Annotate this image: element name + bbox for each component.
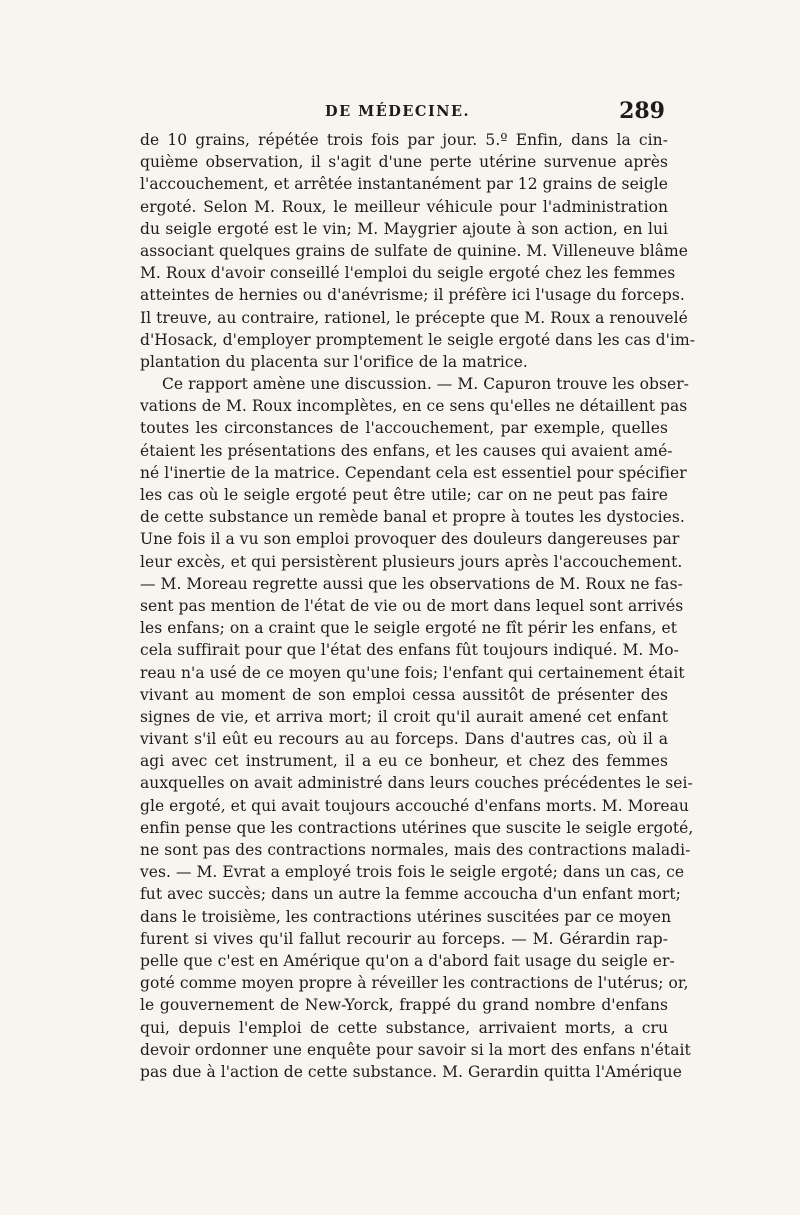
text-line: M. Roux d'avoir conseillé l'emploi du seigle ergoté chez les femmes [140, 264, 676, 283]
text-line: leur excès, et qui persistèrent plusieurs jours après l'accouchement. [140, 552, 683, 571]
text-line: Il treuve, au contraire, rationel, le précepte que M. Roux a renouvelé [140, 308, 688, 327]
text-line: auxquelles on avait administré dans leurs couches précédentes le sei- [140, 774, 693, 793]
text-line: le gouvernement de New-Yorck, frappé du grand nombre d'enfans [140, 996, 668, 1015]
text-line: l'accouchement, et arrêtée instantanément par 12 grains de seigle [140, 175, 668, 194]
text-line: agi avec cet instrument, il a eu ce bonheur, et chez des femmes [140, 752, 668, 771]
text-line: atteintes de hernies ou d'anévrisme; il préfère ici l'usage du forceps. [140, 286, 685, 305]
page-number: 289 [619, 98, 665, 124]
text-line: étaient les présentations des enfans, et les causes qui avaient amé- [140, 441, 673, 460]
text-line: gle ergoté, et qui avait toujours accouché d'enfans morts. M. Moreau [140, 796, 689, 815]
text-line: dans le troisième, les contractions utérines suscitées par ce moyen [140, 907, 672, 926]
body-text [140, 129, 695, 1083]
text-line: ves. — M. Evrat a employé trois fois le seigle ergoté; dans un cas, ce [140, 863, 685, 882]
text-line: Une fois il a vu son emploi provoquer des douleurs dangereuses par [140, 530, 680, 549]
text-line: cela suffirait pour que l'état des enfans fût toujours indiqué. M. Mo- [140, 641, 679, 660]
text-line: toutes les circonstances de l'accouchement, par exemple, quelles [140, 419, 668, 438]
text-line: — M. Moreau regrette aussi que les observations de M. Roux ne fas- [140, 574, 683, 593]
text-line: pas due à l'action de cette substance. M. Gerardin quitta l'Amérique [140, 1062, 682, 1081]
text-line: plantation du placenta sur l'orifice de la matrice. [140, 352, 528, 371]
text-line: pelle que c'est en Amérique qu'on a d'abord fait usage du seigle er- [140, 951, 675, 970]
text-line: ergoté. Selon M. Roux, le meilleur véhicule pour l'administration [140, 197, 668, 216]
text-line: reau n'a usé de ce moyen qu'une fois; l'enfant qui certainement était [140, 663, 685, 682]
text-line: devoir ordonner une enquête pour savoir si la mort des enfans n'était [140, 1040, 691, 1059]
text-line: les enfans; on a craint que le seigle ergoté ne fît périr les enfans, et [140, 619, 678, 638]
text-line: furent si vives qu'il fallut recourir au forceps. — M. Gérardin rap- [140, 929, 668, 948]
text-line: Ce rapport amène une discussion. — M. Capuron trouve les obser- [162, 375, 689, 394]
text-line: de cette substance un remède banal et propre à toutes les dystocies. [140, 508, 685, 527]
text-line: associant quelques grains de sulfate de quinine. M. Villeneuve blâme [140, 241, 689, 260]
text-line: vivant au moment de son emploi cessa aussitôt de présenter des [140, 685, 668, 704]
text-line: qui, depuis l'emploi de cette substance, arrivaient morts, a cru [140, 1018, 668, 1037]
text-line: quième observation, il s'agit d'une perte utérine survenue après [140, 153, 668, 172]
text-line: vivant s'il eût eu recours au au forceps. Dans d'autres cas, où il a [140, 730, 668, 749]
text-line: goté comme moyen propre à réveiller les contractions de l'utérus; or, [140, 974, 689, 993]
text-line: d'Hosack, d'employer promptement le seigle ergoté dans les cas d'im- [140, 330, 695, 349]
text-line: ne sont pas des contractions normales, mais des contractions maladi- [140, 841, 691, 859]
text-line: enfin pense que les contractions utérines que suscite le seigle ergoté, [140, 818, 694, 837]
text-line: les cas où le seigle ergoté peut être utile; car on ne peut pas faire [140, 486, 668, 504]
text-line: fut avec succès; dans un autre la femme accoucha d'un enfant mort; [140, 885, 681, 904]
page-header [140, 100, 667, 126]
running-head: DE MÉDECINE. [325, 103, 471, 120]
text-line: sent pas mention de l'état de vie ou de mort dans lequel sont arrivés [140, 596, 684, 615]
text-line: signes de vie, et arriva mort; il croit qu'il aurait amené cet enfant [140, 707, 668, 726]
text-line: du seigle ergoté est le vin; M. Maygrier ajoute à son action, en lui [140, 219, 668, 238]
text-line: né l'inertie de la matrice. Cependant cela est essentiel pour spécifier [140, 463, 687, 482]
text-line: de 10 grains, répétée trois fois par jour. 5.º Enfin, dans la cin- [140, 131, 668, 149]
text-line: vations de M. Roux incomplètes, en ce sens qu'elles ne détaillent pas [140, 397, 688, 416]
